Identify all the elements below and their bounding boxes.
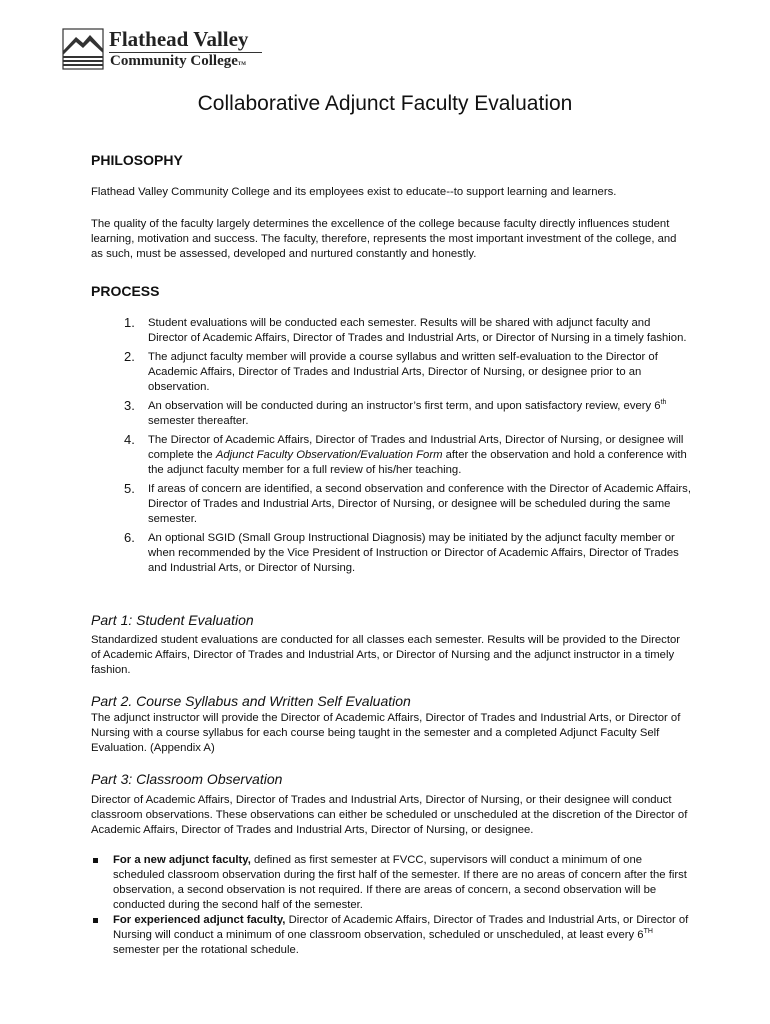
process-item-4 [91,433,691,478]
part2-text: The adjunct instructor will provide the Director of Academic Affairs, Director of Trades and Industrial Arts, or Director of Nursing with a course syllabus for each course being taught in the semester and a completed Adjunct Faculty Self Evaluation. (Appendix A) [91,712,681,754]
process-item-number: 4. [124,432,135,447]
bullet-bold-lead: For experienced adjunct faculty, [113,914,286,926]
process-item-text: An optional SGID (Small Group Instructional Diagnosis) may be initiated by the adjunct faculty member or when recommended by the Vice President of Instruction or Director of Academic Affairs, Director of Trades and Industrial Arts, or Director of Nursing. [148,532,679,574]
process-item-text: The adjunct faculty member will provide a course syllabus and written self-evaluation to the Director of Academic Affairs, Director of Trades and Industrial Arts, Director of Nursing, or designee prior to an observation. [148,351,658,393]
process-item-number: 2. [124,349,135,364]
bullet-text: Director of Academic Affairs, Director of Trades and Industrial Arts, or Director of Nursing will conduct a minimum of one classroom observation, scheduled or unscheduled, at least every 6 [113,914,689,941]
philosophy-paragraph-2: The quality of the faculty largely determines the excellence of the college because faculty directly influences student learning, motivation and success. The faculty, therefore, represents the most important investment of the college, and as such, must be assessed, developed and nurtured constantly and honestly. [91,218,677,260]
part3-heading: Part 3: Classroom Observation [91,771,283,787]
philosophy-paragraph-1: Flathead Valley Community College and its employees exist to educate--to support learning and learners. [91,186,617,198]
part1-heading: Part 1: Student Evaluation [91,612,254,628]
process-heading: PROCESS [91,283,160,299]
logo-name-line2 [110,53,246,70]
process-item-text: The Director of Academic Affairs, Director of Trades and Industrial Arts, Director of Nursing, or designee will complete the [148,434,684,461]
part1-text: Standardized student evaluations are conducted for all classes each semester. Results will be provided to the Director of Academic Affairs, Director of Trades and Industrial Arts, or Director of Nursing and the adjunct instructor in a timely fashion. [91,634,681,676]
process-item-number: 3. [124,398,135,413]
form-title-italic: Adjunct Faculty Observation/Evaluation Form [215,449,443,461]
process-item-text: Student evaluations will be conducted each semester. Results will be shared with adjunct faculty and Director of Academic Affairs, Director of Trades and Industrial Arts, or Director of Nursing in a timely fashion. [148,317,687,344]
page-title: Collaborative Adjunct Faculty Evaluation [197,92,573,115]
ordinal-suffix: th [660,399,667,407]
square-bullet-icon [93,858,98,863]
observation-bullets [91,853,691,958]
process-item-1 [91,316,691,346]
process-item-3 [91,399,691,429]
logo-name-line1: Flathead Valley [109,27,249,51]
logo-trademark: TM [237,62,246,67]
process-item-text-end: semester thereafter. [148,415,249,427]
process-item-text: If areas of concern are identified, a second observation and conference with the Director of Academic Affairs, Director of Trades and Industrial Arts, Director of Nursing, or designee will be scheduled during the same semester. [148,483,691,525]
process-item-text: An observation will be conducted during an instructor’s first term, and upon satisfactory review, every 6 [148,400,661,412]
part2-heading: Part 2. Course Syllabus and Written Self Evaluation [91,693,411,709]
process-list [91,316,691,580]
process-item-number: 6. [124,530,135,545]
process-item-text-end: after the observation and hold a conference with the adjunct faculty member for a full review of his/her teaching. [148,449,687,476]
bullet-new-adjunct [91,853,691,913]
part3-text: Director of Academic Affairs, Director of Trades and Industrial Arts, Director of Nursing, or their designee will conduct classroom observations. These observations can either be scheduled or unscheduled at the discretion of the Director of Academic Affairs, Director of Trades and Industrial Arts, Director of Nursing, or designee. [91,794,688,836]
mountain-logo-icon [62,27,104,71]
college-logo [62,27,282,75]
process-item-6 [91,531,691,576]
bullet-bold-lead: For a new adjunct faculty, [113,854,251,866]
logo-name-line2-text: Community College [110,53,238,69]
bullet-experienced-adjunct [91,913,691,958]
square-bullet-icon [93,918,98,923]
philosophy-heading: PHILOSOPHY [91,152,183,168]
process-item-number: 1. [124,315,135,330]
process-item-number: 5. [124,481,135,496]
bullet-text: defined as first semester at FVCC, supervisors will conduct a minimum of one scheduled classroom observation during the first half of the semester. If there are no areas of concern after the first observation, a second observation is not required. If there are areas of concern, a second observation will be conducted during the second half of the semester. [113,854,687,911]
process-item-2 [91,350,691,395]
ordinal-suffix: TH [643,928,653,936]
bullet-text-end: semester per the rotational schedule. [113,944,299,956]
process-item-5 [91,482,691,527]
